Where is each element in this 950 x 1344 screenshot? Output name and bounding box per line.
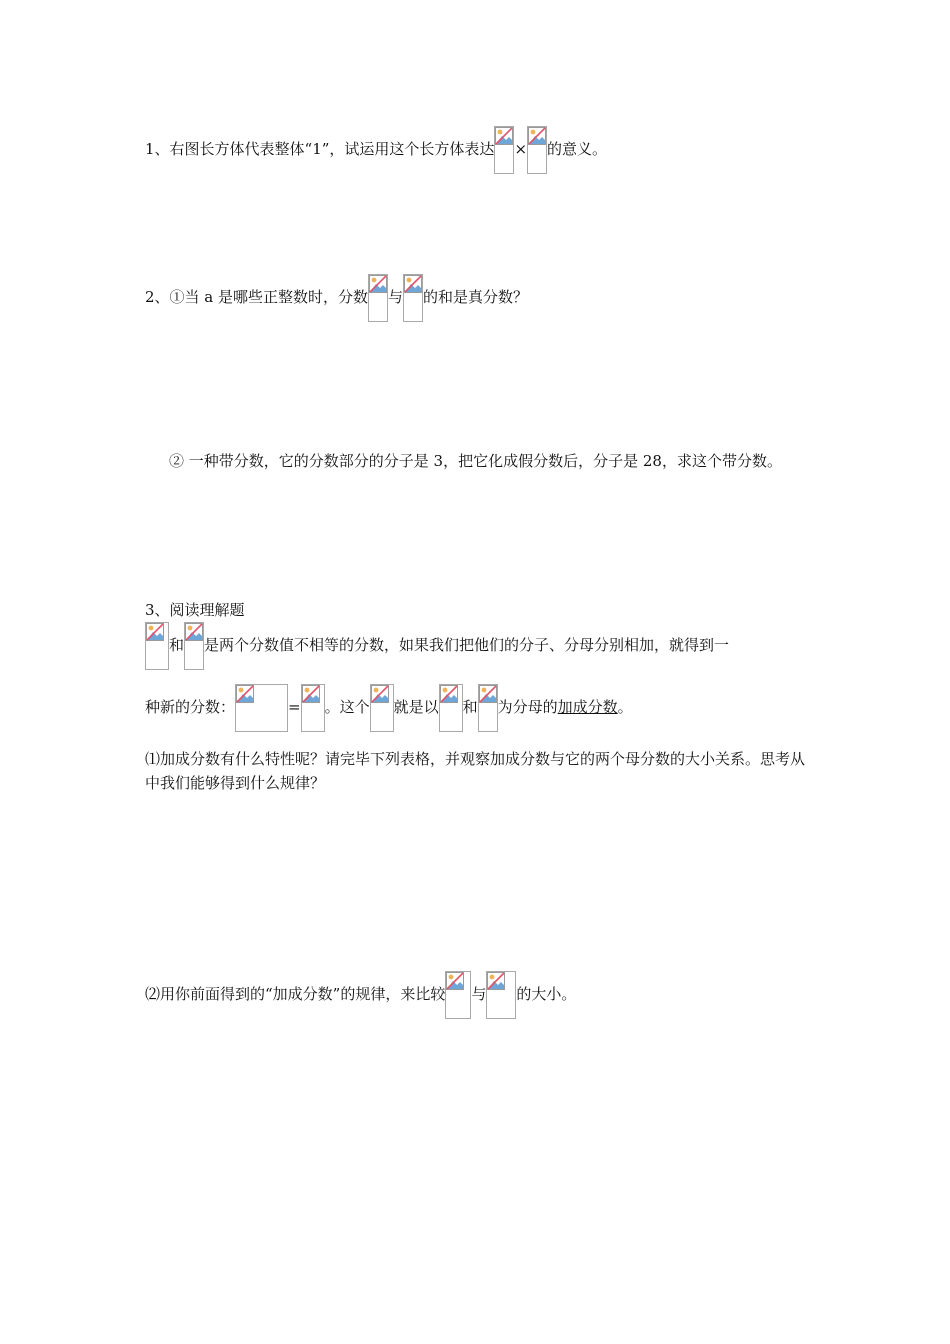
broken-image-icon [184,622,204,670]
question-3-sub-2-before: ⑵用你前面得到的“加成分数”的规律，来比较 [145,985,446,1003]
question-3-sub-2-mid: 与 [471,985,487,1003]
question-3-line-2 [145,684,633,732]
question-3-sub-2 [145,971,576,1019]
question-3-title: 3、阅读理解题 [145,601,245,619]
question-3-sub-2-after: 的大小。 [516,985,577,1003]
question-2-part-1 [145,274,528,322]
question-2-text-after: 的和是真分数？ [423,288,529,306]
question-3-line-2-b: 就是以 [393,698,439,716]
broken-image-icon [494,126,514,174]
question-3-line-2-a: 。这个 [324,698,370,716]
question-3-sub-1-text: ⑴加成分数有什么特性呢？请完毕下列表格，并观察加成分数与它的两个母分数的大小关系。思考从中我们能够得到什么规律？ [145,750,806,792]
question-3-line-1 [145,622,729,670]
broken-image-icon [445,971,471,1019]
broken-image-icon [403,274,423,322]
question-3-line-1-after: 是两个分数值不相等的分数，如果我们把他们的分子、分母分别相加，就得到一 [204,636,730,654]
broken-image-icon [527,126,547,174]
question-3-line-2-d: 为分母的 [497,698,558,716]
question-3-line-2-c: 和 [462,698,478,716]
broken-image-icon [301,684,325,732]
question-3-line-2-end: 。 [617,698,633,716]
question-1 [145,126,607,174]
broken-image-icon [370,684,394,732]
question-3-sub-1 [145,747,810,795]
question-3-line-2-start: 种新的分数： [145,698,236,716]
question-2-text-before: 2、①当 a 是哪些正整数时，分数 [145,288,369,306]
times-sign: × [514,140,528,158]
broken-image-icon [145,622,169,670]
question-3-line-1-mid: 和 [169,636,185,654]
broken-image-icon [368,274,388,322]
question-2-part-2 [145,449,810,473]
broken-image-icon [478,684,498,732]
equals-sign: = [288,698,301,716]
question-2-text-mid: 与 [388,288,404,306]
broken-image-icon [486,971,516,1019]
additive-fraction-term: 加成分数 [557,698,618,716]
question-1-text-after: 的意义。 [547,140,608,158]
question-1-text-before: 1、右图长方体代表整体“1”，试运用这个长方体表达 [145,140,495,158]
broken-image-icon [439,684,463,732]
question-2-part-2-text: ② 一种带分数，它的分数部分的分子是 3，把它化成假分数后，分子是 28，求这个带分数。 [169,452,782,470]
broken-image-icon [235,684,288,732]
